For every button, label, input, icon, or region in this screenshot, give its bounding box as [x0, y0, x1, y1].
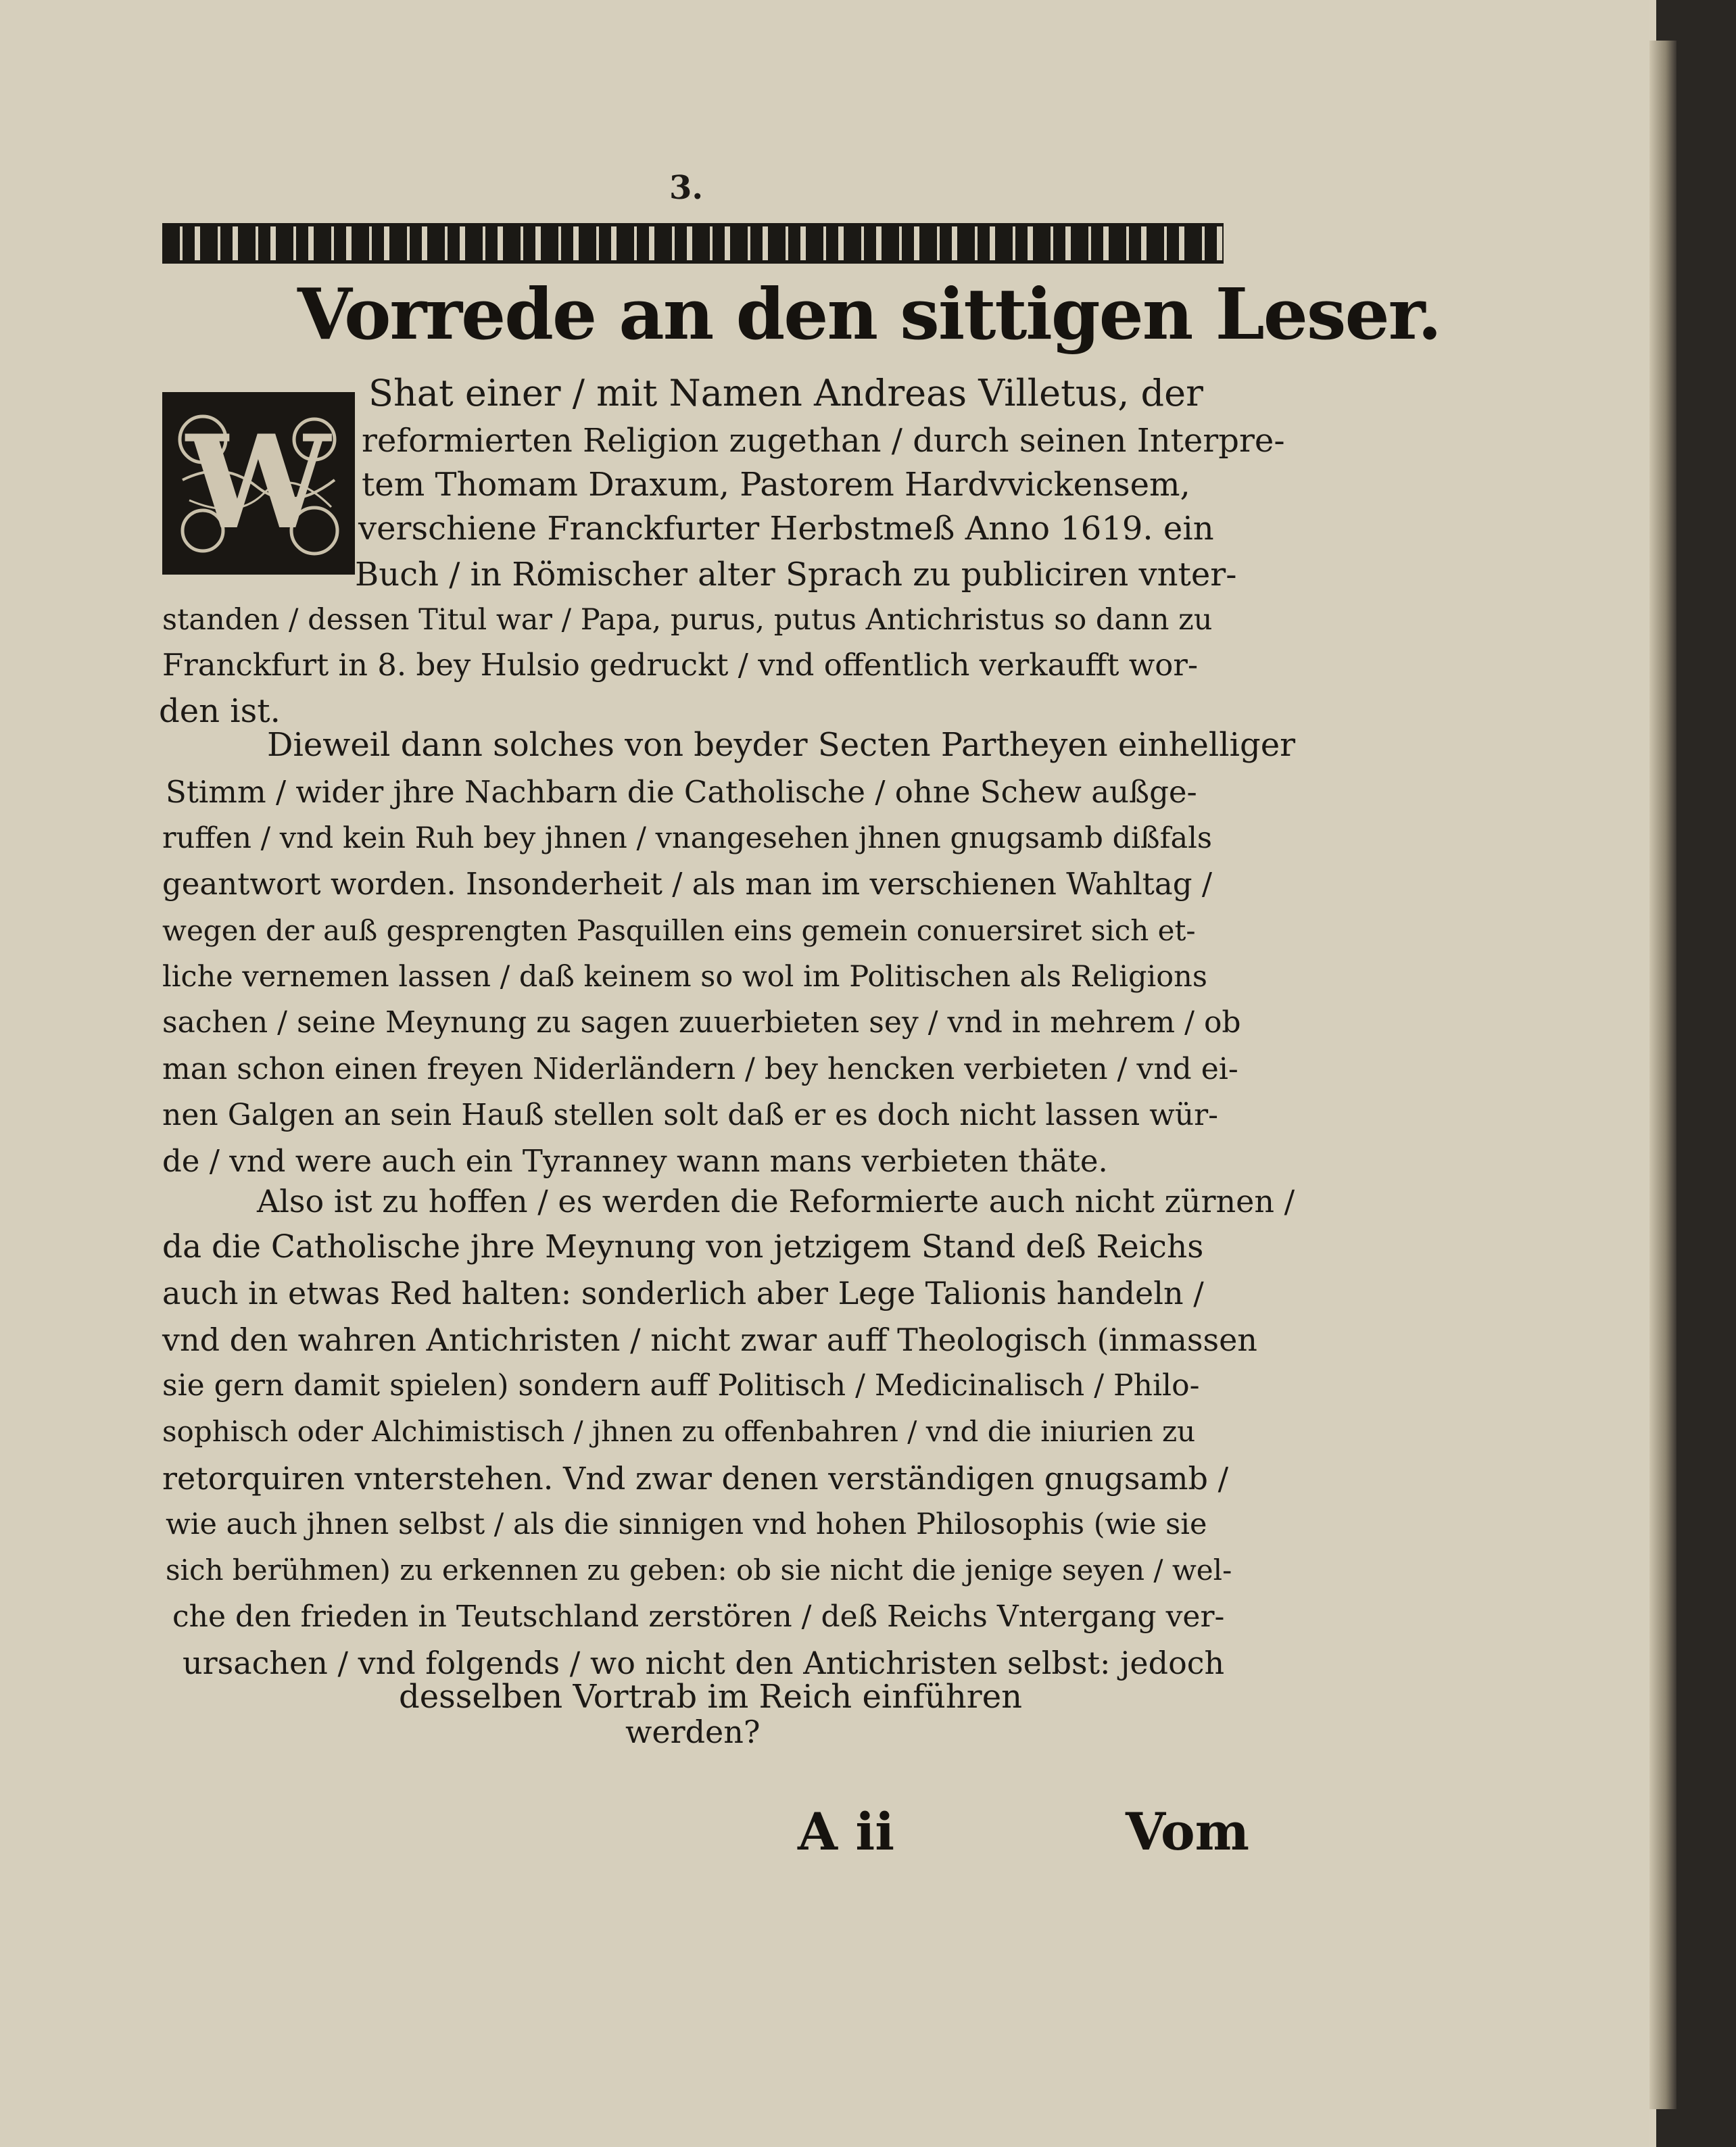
text-line: wie auch jhnen selbst / als die sinnigen vnd hohen Philosophis (wie sie: [166, 1507, 1207, 1541]
text-line: de / vnd were auch ein Tyranney wann mans verbieten thäte.: [162, 1143, 1108, 1179]
text-line: Buch / in Römischer alter Sprach zu publiciren vnter-: [355, 556, 1237, 594]
text-line: desselben Vortrab im Reich einführen: [399, 1678, 1023, 1716]
text-line: Franckfurt in 8. bey Hulsio gedruckt / vnd offentlich verkaufft wor-: [162, 647, 1199, 683]
text-line: wegen der auß gesprengten Pasquillen eins gemein conuersiret sich et-: [162, 914, 1196, 947]
catchword: Vom: [1126, 1802, 1250, 1862]
text-line: reformierten Religion zugethan / durch seinen Interpre-: [362, 422, 1285, 460]
text-line: werden?: [625, 1714, 761, 1750]
page-title: Vorrede an den sittigen Leser.: [297, 272, 1441, 356]
page-number: 3.: [669, 169, 704, 207]
text-line: sophisch oder Alchimistisch / jhnen zu offenbahren / vnd die iniurien zu: [162, 1415, 1196, 1448]
text-line: che den frieden in Teutschland zerstören / deß Reichs Vntergang ver-: [172, 1599, 1225, 1634]
text-line: retorquiren vnterstehen. Vnd zwar denen verständigen gnugsamb /: [162, 1460, 1229, 1497]
text-line: geantwort worden. Insonderheit / als man im verschienen Wahltag /: [162, 866, 1212, 902]
text-line: nen Galgen an sein Hauß stellen solt daß er es doch nicht lassen wür-: [162, 1098, 1219, 1132]
svg-text:W: W: [186, 407, 331, 558]
text-line: Dieweil dann solches von beyder Secten Partheyen einhelliger: [267, 726, 1296, 764]
text-line: Stimm / wider jhre Nachbarn die Catholische / ohne Schew außge-: [166, 774, 1197, 810]
page-edge: [1649, 41, 1677, 2109]
text-line: sich berühmen) zu erkennen zu geben: ob sie nicht die jenige seyen / wel-: [166, 1553, 1232, 1587]
decorated-initial: [162, 392, 355, 575]
text-line: man schon einen freyen Niderländern / bey hencken verbieten / vnd ei-: [162, 1052, 1238, 1086]
text-line: vnd den wahren Antichristen / nicht zwar auff Theologisch (inmassen: [162, 1322, 1257, 1358]
text-line: da die Catholische jhre Meynung von jetzigem Stand deß Reichs: [162, 1228, 1204, 1265]
text-line: Also ist zu hoffen / es werden die Reformierte auch nicht zürnen /: [257, 1183, 1295, 1220]
text-line: Shat einer / mit Namen Andreas Villetus, der: [368, 372, 1203, 414]
text-line: liche vernemen lassen / daß keinem so wol im Politischen als Religions: [162, 960, 1207, 994]
text-line: sie gern damit spielen) sondern auff Politisch / Medicinalisch / Philo-: [162, 1368, 1200, 1403]
decorated-initial-icon: [162, 392, 355, 575]
text-line: standen / dessen Titul war / Papa, purus, putus Antichristus so dann zu: [162, 603, 1213, 637]
text-line: auch in etwas Red halten: sonderlich aber Lege Talionis handeln /: [162, 1275, 1204, 1311]
text-line: verschiene Franckfurter Herbstmeß Anno 1619. ein: [358, 510, 1214, 548]
text-line: ursachen / vnd folgends / wo nicht den Antichristen selbst: jedoch: [183, 1645, 1225, 1681]
ornament-border: [162, 223, 1224, 264]
text-line: sachen / seine Meynung zu sagen zuuerbieten sey / vnd in mehrem / ob: [162, 1005, 1241, 1040]
text-line: ruffen / vnd kein Ruh bey jhnen / vnangesehen jhnen gnugsamb dißfals: [162, 821, 1212, 855]
text-line: den ist.: [159, 692, 281, 730]
text-line: tem Thomam Draxum, Pastorem Hardvvickensem,: [362, 466, 1190, 504]
signature-mark: A ii: [798, 1802, 895, 1862]
